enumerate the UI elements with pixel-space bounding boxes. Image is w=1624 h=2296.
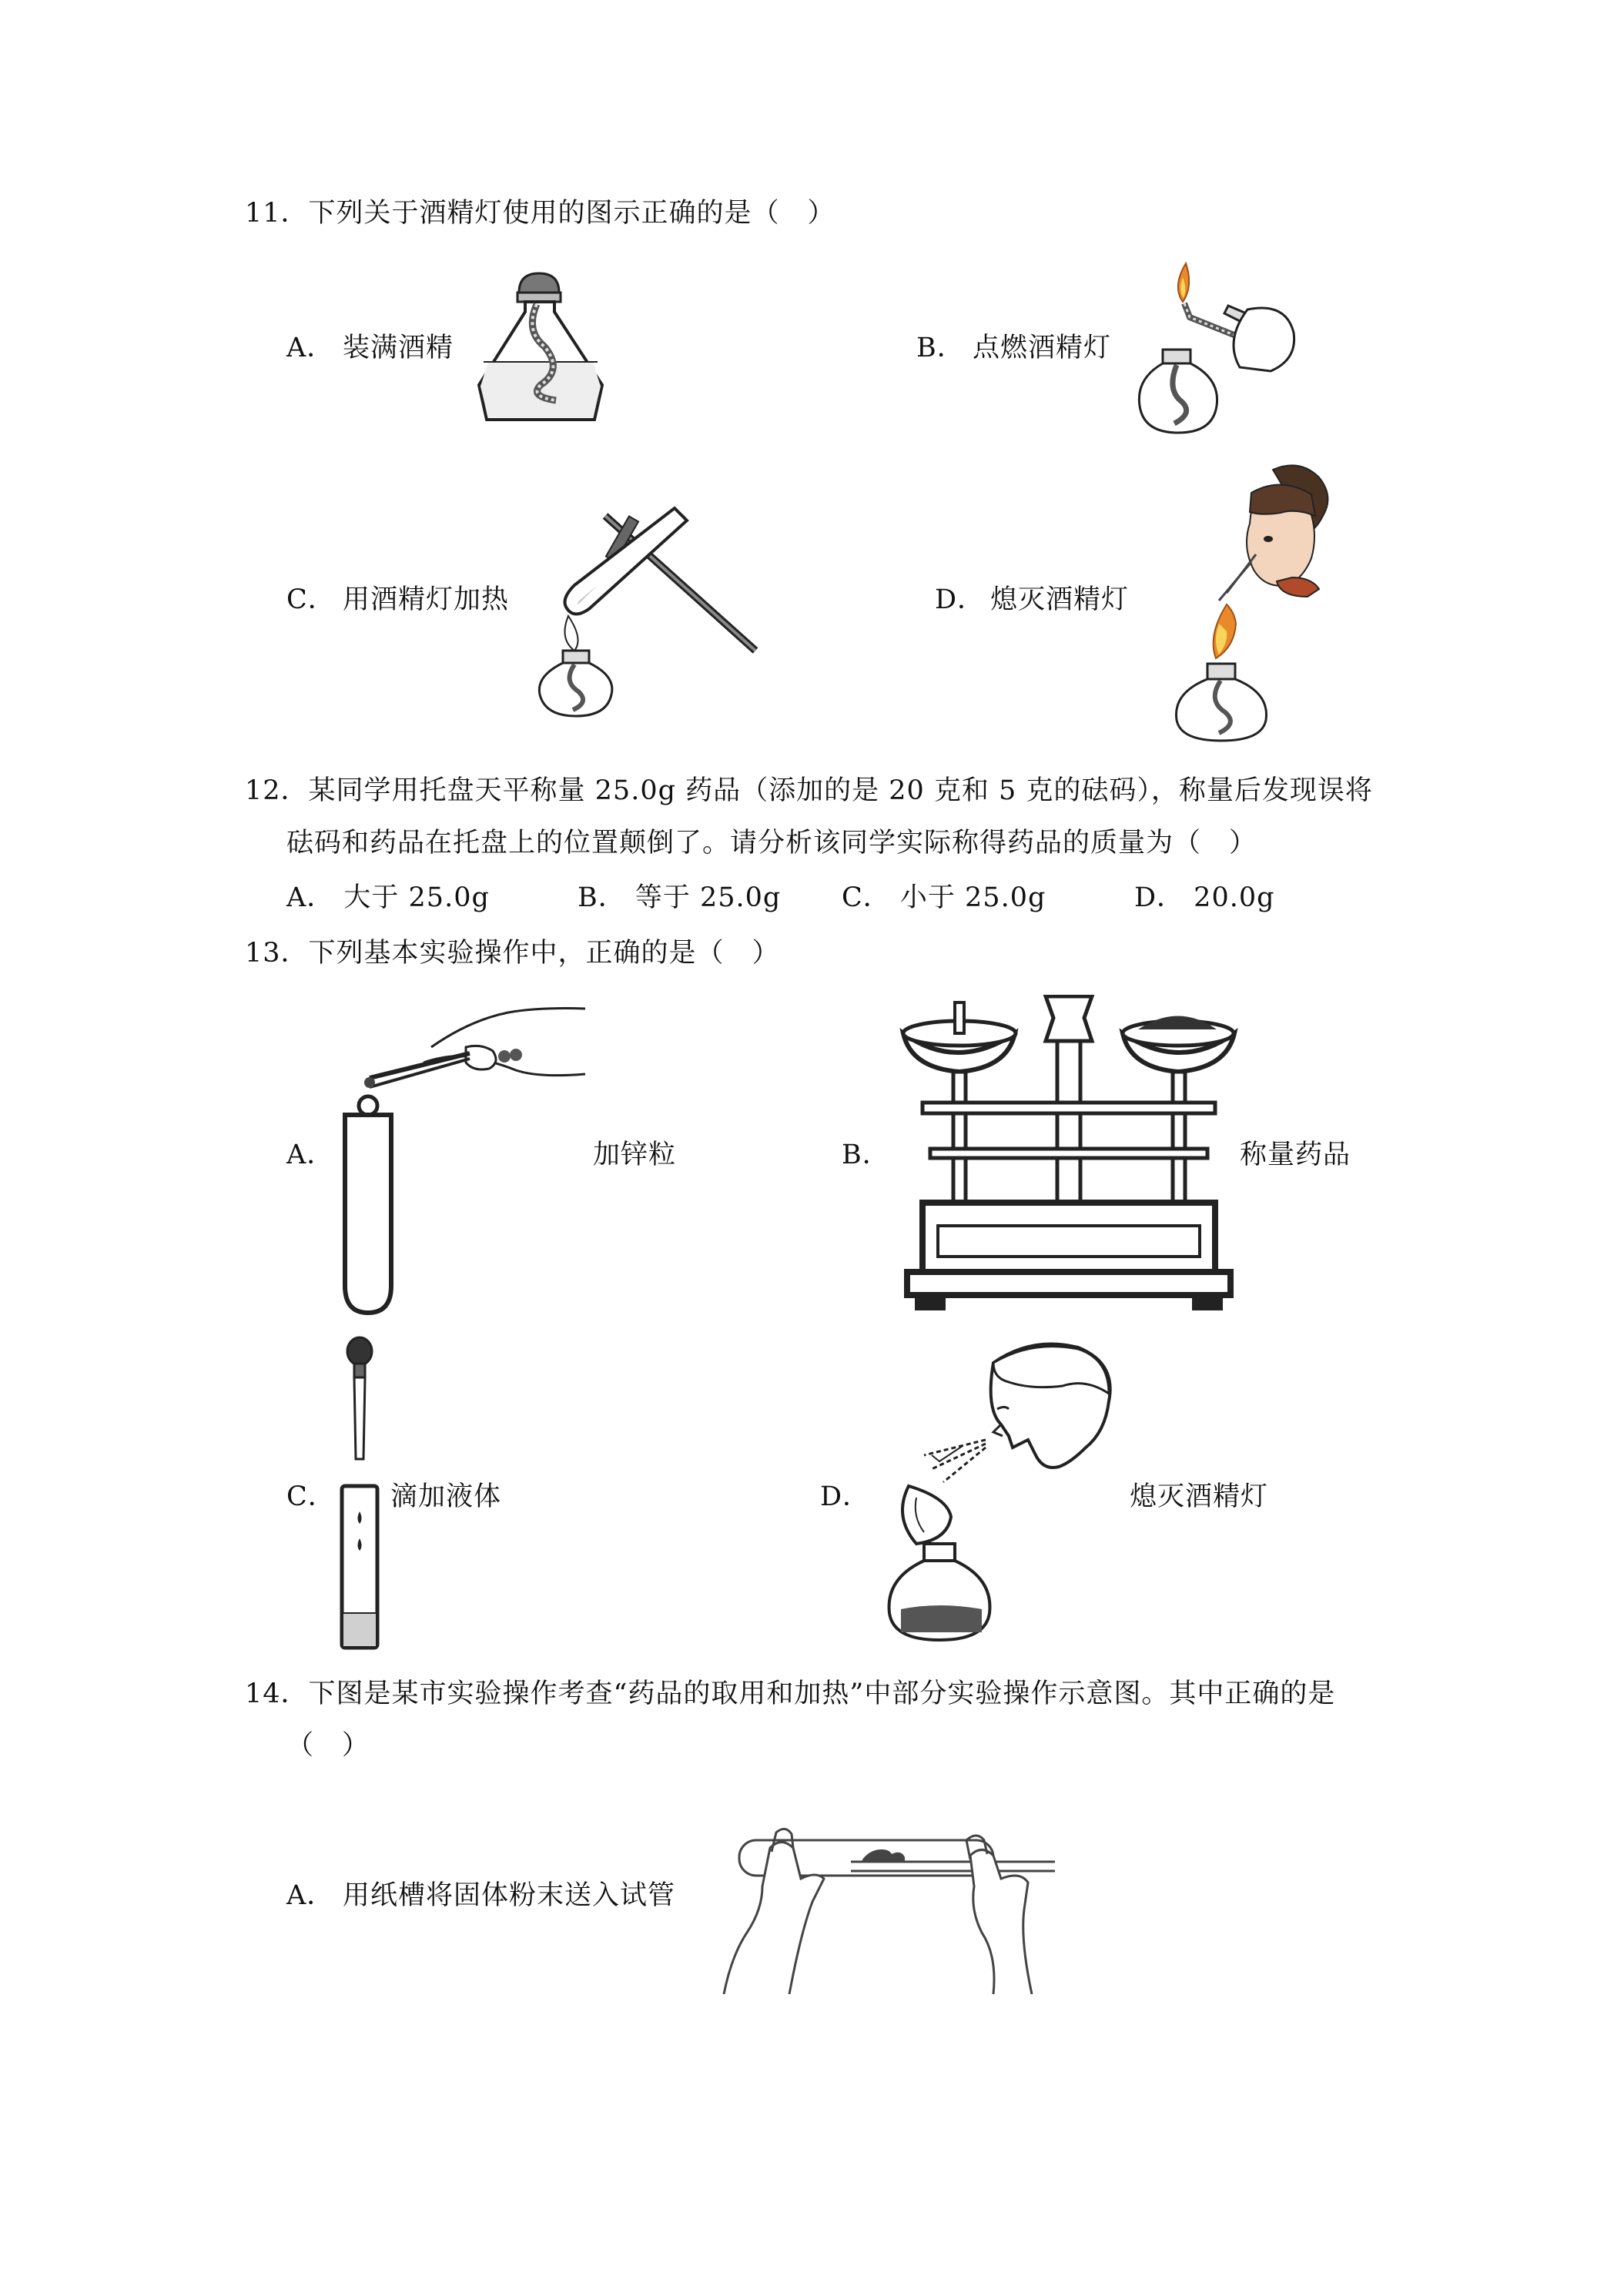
q13-option-d-label: D．: [820, 1481, 871, 1512]
paper-trough-powder-figure: [716, 1817, 1078, 1994]
q11-option-c-text: 用酒精灯加热: [343, 584, 510, 615]
q11-option-d-text: 熄灭酒精灯: [990, 584, 1130, 615]
blowing-out-lamp-figure: [1165, 462, 1373, 747]
q14-option-a-label: A．: [286, 1880, 335, 1911]
q12-stem-line-1: 12．某同学用托盘天平称量 25.0g 药品（添加的是 20 克和 5 克的砝码），称量后发现误将: [245, 775, 1373, 806]
q11-option-b-label: B．: [916, 333, 965, 363]
q11-option-c-label: C．: [286, 584, 336, 615]
q14-stem-line-2: （ ）: [286, 1730, 370, 1761]
q12-option-c: C． 小于 25.0g: [842, 882, 1046, 913]
q12-option-b: B． 等于 25.0g: [578, 882, 782, 913]
q13-option-a-label: A．: [286, 1140, 335, 1170]
adding-zinc-granules-figure: [339, 1001, 593, 1317]
q12-stem-line-2: 砝码和药品在托盘上的位置颠倒了。请分析该同学实际称得药品的质量为（ ）: [286, 828, 1257, 858]
q13-option-a-text: 加锌粒: [593, 1140, 677, 1170]
alcohol-lamp-overfilled-figure: [471, 269, 610, 431]
q13-option-b-label: B．: [842, 1140, 890, 1170]
two-lamps-lighting-figure: [1132, 256, 1301, 440]
blowing-out-lamp-sketch-figure: [878, 1332, 1132, 1648]
q14-option-a-text: 用纸槽将固体粉末送入试管: [343, 1880, 676, 1911]
q13-stem: 13．下列基本实验操作中，正确的是（ ）: [245, 938, 780, 969]
q11-option-a-label: A．: [286, 333, 335, 363]
q11-option-a-text: 装满酒精: [343, 333, 454, 363]
q12-option-d: D． 20.0g: [1134, 882, 1275, 913]
q13-option-c-label: C．: [286, 1481, 336, 1512]
q12-option-a: A． 大于 25.0g: [286, 882, 490, 913]
dropping-liquid-figure: [336, 1336, 397, 1652]
q13-option-b-text: 称量药品: [1240, 1140, 1351, 1170]
heating-test-tube-figure: [521, 493, 767, 724]
q11-stem: 11．下列关于酒精灯使用的图示正确的是（ ）: [245, 198, 835, 229]
q11-option-d-label: D．: [935, 584, 986, 615]
q11-option-b-text: 点燃酒精灯: [973, 333, 1112, 363]
q14-stem-line-1: 14．下图是某市实验操作考查“药品的取用和加热”中部分实验操作示意图。其中正确的是: [245, 1678, 1336, 1709]
q13-option-d-text: 熄灭酒精灯: [1130, 1481, 1269, 1512]
q13-option-c-text: 滴加液体: [390, 1481, 502, 1512]
balance-weighing-figure: [899, 995, 1238, 1318]
